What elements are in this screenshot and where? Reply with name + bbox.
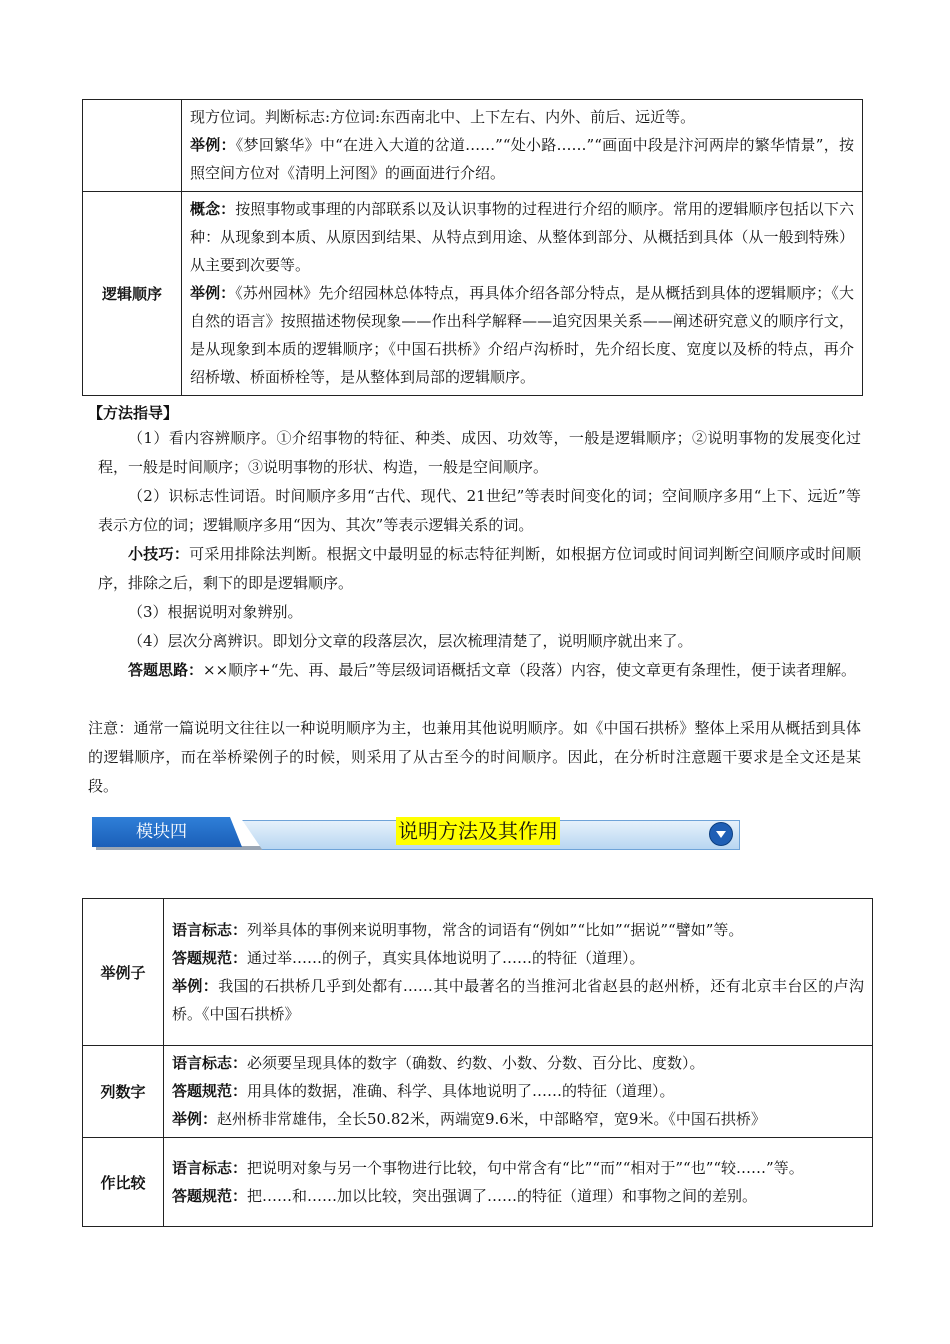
example-text: 《梦回繁华》中“在进入大道的岔道……”“处小路……”“画面中段是汴河两岸的繁华情景”，按照空间方位对《清明上河图》的画面进行介绍。 — [190, 136, 854, 182]
line — [172, 972, 864, 1028]
table-cell — [164, 899, 873, 1046]
row2-concept — [190, 195, 854, 279]
line-key: 答题规范： — [172, 1082, 248, 1100]
example-label: 举例： — [190, 284, 236, 302]
line-key: 语言标志： — [172, 920, 248, 939]
chevron-down-icon-svg — [710, 823, 732, 845]
line-key: 语言标志： — [172, 1054, 248, 1072]
method-p3: （3）根据说明对象辨别。 — [128, 603, 303, 621]
concept-text: 按照事物或事理的内部联系以及认识事物的过程进行介绍的顺序。常用的逻辑顺序包括以下六种：从现象到本质、从原因到结果、从特点到用途、从整体到部分、从概括到具体（从一般到特殊）从主要到次要等。 — [190, 200, 854, 274]
line-value: 我国的石拱桥几乎到处都有……其中最著名的当推河北省赵县的赵州桥，还有北京丰台区的卢沟桥。《中国石拱桥》 — [172, 976, 864, 1023]
idea-text: ××顺序+“先、再、最后”等层级词语概括文章（段落）内容，使文章更有条理性，便于读者理解。 — [203, 661, 857, 679]
row-label-logic-order: 逻辑顺序 — [83, 192, 182, 396]
method-note: 注意：通常一篇说明文往往以一种说明顺序为主，也兼用其他说明顺序。如《中国石拱桥》整体上采用从概括到具体的逻辑顺序，而在举桥梁例子的时候，则采用了从古至今的时间顺序。因此，在分析时注意题干要求是全文还是某段。 — [88, 719, 861, 795]
line-value: 通过举……的例子，真实具体地说明了……的特征（道理）。 — [247, 948, 645, 967]
table-row — [83, 1046, 873, 1138]
line-key: 举例： — [172, 1110, 218, 1128]
row-label: 列数字 — [83, 1046, 164, 1138]
order-table — [82, 99, 863, 396]
line — [172, 1077, 864, 1105]
line-key: 语言标志： — [172, 1158, 248, 1177]
line — [172, 1182, 864, 1210]
table-row — [83, 192, 863, 396]
row-label-empty — [83, 100, 182, 192]
method-p1: （1）看内容辨顺序。①介绍事物的特征、种类、成因、功效等，一般是逻辑顺序；②说明事物的发展变化过程，一般是时间顺序；③说明事物的形状、构造，一般是空间顺序。 — [98, 429, 861, 476]
line-value: 用具体的数据，准确、科学、具体地说明了……的特征（道理）。 — [247, 1082, 675, 1100]
table-cell — [164, 1138, 873, 1227]
concept-label: 概念： — [190, 200, 236, 218]
table-cell — [182, 192, 863, 396]
line — [172, 1154, 864, 1182]
method-table — [82, 898, 873, 1227]
row-label: 举例子 — [83, 899, 164, 1046]
idea-label: 答题思路： — [128, 661, 204, 679]
row1-text: 现方位词。判断标志:方位词:东西南北中、上下左右、内外、前后、远近等。 — [190, 108, 696, 126]
method-p2: （2）识标志性词语。时间顺序多用“古代、现代、21世纪”等表时间变化的词；空间顺序多用“上下、远近”等表示方位的词；逻辑顺序多用“因为、其次”等表示逻辑关系的词。 — [98, 487, 861, 534]
row-label: 作比较 — [83, 1138, 164, 1227]
method-tip — [98, 540, 861, 598]
chevron-down-icon[interactable] — [709, 822, 733, 846]
method-p4: （4）层次分离辨识。即划分文章的段落层次，层次梳理清楚了，说明顺序就出来了。 — [128, 632, 693, 650]
line-key: 答题规范： — [172, 948, 248, 967]
table-cell — [164, 1046, 873, 1138]
row2-example — [190, 279, 854, 391]
table-cell — [182, 100, 863, 192]
line — [172, 1105, 864, 1133]
table-row — [83, 899, 873, 1046]
line-key: 举例： — [172, 976, 219, 995]
line — [172, 916, 864, 944]
banner-title: 说明方法及其作用 — [398, 819, 558, 843]
line — [172, 1049, 864, 1077]
table-row — [83, 100, 863, 192]
module-label: 模块四 — [136, 822, 187, 842]
row1-example — [190, 131, 854, 187]
line — [172, 944, 864, 972]
line-value: 把……和……加以比较，突出强调了……的特征（道理）和事物之间的差别。 — [247, 1186, 758, 1205]
line-key: 答题规范： — [172, 1186, 248, 1205]
line-value: 必须要呈现具体的数字（确数、约数、小数、分数、百分比、度数）。 — [247, 1054, 705, 1072]
example-label: 举例： — [190, 136, 236, 154]
example-text: 《苏州园林》先介绍园林总体特点，再具体介绍各部分特点，是从概括到具体的逻辑顺序；《大自然的语言》按照描述物侯现象——作出科学解释——追究因果关系——阐述研究意义的顺序行文，是从现象到本质的逻辑顺序；《中国石拱桥》介绍卢沟桥时，先介绍长度、宽度以及桥的特点，再介绍桥墩、桥面桥栓等，是从整体到局部的逻辑顺序。 — [190, 284, 854, 386]
line-value: 把说明对象与另一个事物进行比较，句中常含有“比”“而”“相对于”“也”“较……”等。 — [247, 1158, 804, 1177]
tip-text: 可采用排除法判断。根据文中最明显的标志特征判断，如根据方位词或时间词判断空间顺序或时间顺序，排除之后，剩下的即是逻辑顺序。 — [98, 545, 861, 592]
method-heading: 【方法指导】 — [88, 404, 179, 422]
tip-label: 小技巧： — [128, 545, 190, 563]
line-value: 赵州桥非常雄伟，全长50.82米，两端宽9.6米，中部略窄，宽9米。《中国石拱桥》 — [217, 1110, 766, 1128]
line-value: 列举具体的事例来说明事物，常含的词语有“例如”“比如”“据说”“譬如”等。 — [247, 920, 744, 939]
method-answer-idea — [98, 656, 861, 685]
table-row — [83, 1138, 873, 1227]
